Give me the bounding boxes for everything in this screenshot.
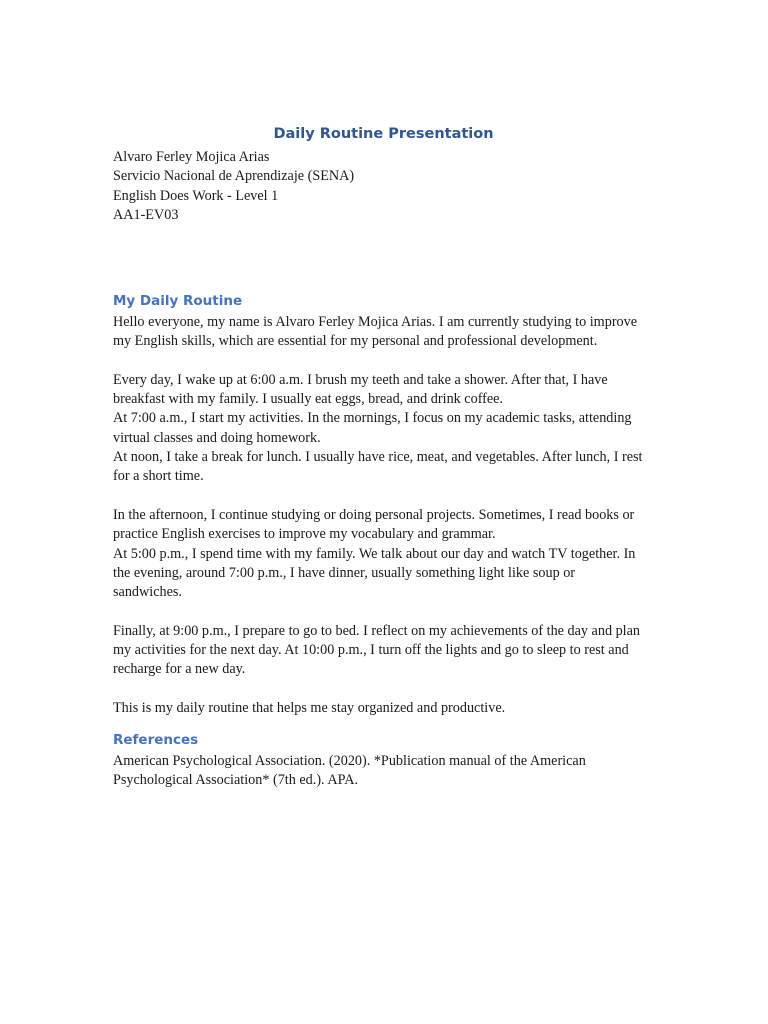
text-line: At 5:00 p.m., I spend time with my family. We talk about our day and watch TV together. In [113, 545, 636, 562]
course-name: English Does Work - Level 1 [113, 187, 279, 204]
closing-paragraph [113, 699, 642, 718]
paragraph-spacer [113, 680, 642, 699]
text-line: Hello everyone, my name is Alvaro Ferley Mojica Arias. I am currently studying to improve [113, 314, 638, 330]
text-line: At 7:00 a.m., I start my activities. In the mornings, I focus on my academic tasks, attending [113, 410, 632, 427]
references-body [113, 752, 586, 791]
text-line: This is my daily routine that helps me stay organized and productive. [113, 699, 506, 716]
text-line: At noon, I take a break for lunch. I usually have rice, meat, and vegetables. After lunch, I rest [113, 449, 643, 466]
night-paragraph [113, 622, 642, 680]
text-line: my activities for the next day. At 10:00 p.m., I turn off the lights and go to sleep to rest and [113, 642, 629, 659]
text-line: my English skills, which are essential for my personal and professional development. [113, 333, 598, 350]
text-line: virtual classes and doing homework. [113, 429, 321, 446]
text-line: recharge for a new day. [113, 661, 246, 678]
text-line: Finally, at 9:00 p.m., I prepare to go to bed. I reflect on my achievements of the day and plan [113, 622, 641, 639]
text-line: Every day, I wake up at 6:00 a.m. I brush my teeth and take a shower. After that, I have [113, 371, 608, 388]
text-line: for a short time. [113, 468, 204, 485]
afternoon-paragraph [113, 506, 642, 602]
text-line: American Psychological Association. (2020). *Publication manual of the American [113, 753, 586, 769]
paragraph-spacer [113, 602, 642, 621]
paragraph-spacer [113, 487, 642, 506]
routine-heading: My Daily Routine [113, 293, 243, 309]
routine-body [113, 313, 642, 718]
author-info [113, 148, 354, 225]
text-line: the evening, around 7:00 p.m., I have dinner, usually something light like soup or [113, 564, 576, 581]
morning-paragraph [113, 371, 642, 487]
reference-entry [113, 752, 586, 791]
paragraph-spacer [113, 352, 642, 371]
text-line: sandwiches. [113, 584, 182, 601]
text-line: practice English exercises to improve my vocabulary and grammar. [113, 526, 496, 543]
institution-name: Servicio Nacional de Aprendizaje (SENA) [113, 168, 355, 185]
document-title: Daily Routine Presentation [273, 126, 494, 142]
text-line: In the afternoon, I continue studying or doing personal projects. Sometimes, I read books or [113, 506, 635, 523]
activity-code: AA1-EV03 [113, 206, 179, 223]
text-line: Psychological Association* (7th ed.). APA. [113, 772, 358, 789]
references-heading: References [113, 732, 199, 748]
text-line: breakfast with my family. I usually eat eggs, bread, and drink coffee. [113, 391, 504, 408]
author-name: Alvaro Ferley Mojica Arias [113, 149, 270, 165]
intro-paragraph [113, 313, 642, 352]
